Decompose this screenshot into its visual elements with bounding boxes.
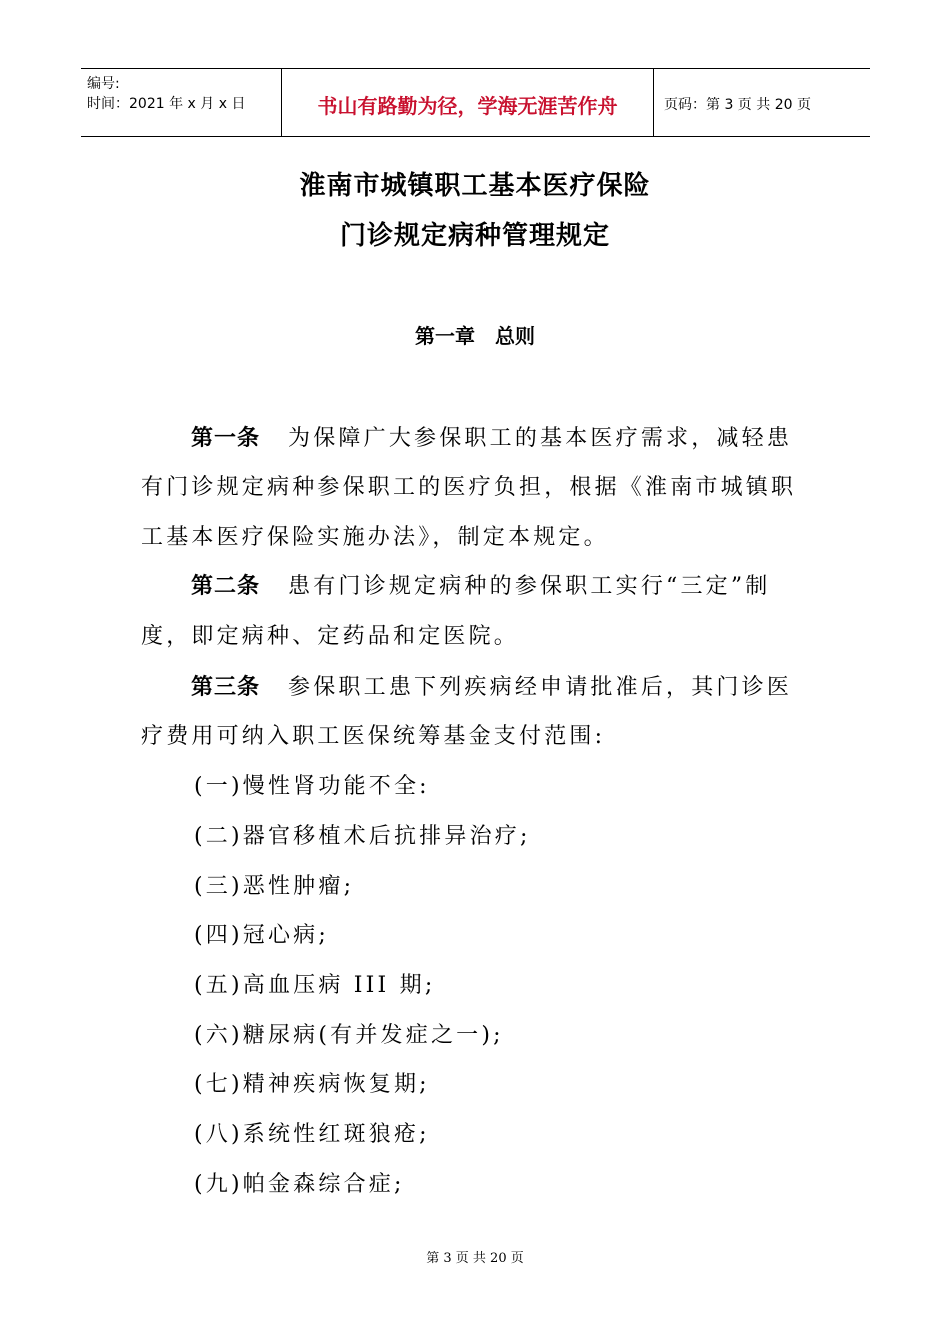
disease-item-5: (五)高血压病 III 期; <box>194 973 436 998</box>
article3-text1: 参保职工患下列疾病经申请批准后，其门诊医 <box>288 675 793 700</box>
article1-label: 第一条 <box>191 426 261 451</box>
header-page-info: 页码：第 3 页 共 20 页 <box>664 97 811 113</box>
disease-item-1: (一)慢性肾功能不全: <box>194 774 430 799</box>
article3-label: 第三条 <box>191 675 261 700</box>
article3-line2: 疗费用可纳入职工医保统筹基金支付范围: <box>141 724 606 749</box>
doc-title-line2: 门诊规定病种管理规定 <box>339 221 610 251</box>
article1-line2: 有门诊规定病种参保职工的医疗负担，根据《淮南市城镇职 <box>141 475 797 500</box>
disease-item-7: (七)精神疾病恢复期; <box>194 1072 430 1097</box>
article2-label: 第二条 <box>191 574 261 599</box>
disease-item-4: (四)冠心病; <box>194 923 329 948</box>
article1-text1: 为保障广大参保职工的基本医疗需求，减轻患 <box>288 426 793 451</box>
disease-item-8: (八)系统性红斑狼疮; <box>194 1122 430 1147</box>
doc-time-label: 时间：2021 年 x 月 x 日 <box>87 96 246 112</box>
article1-line3: 工基本医疗保险实施办法》，制定本规定。 <box>141 525 609 550</box>
article1-line1 <box>191 421 792 452</box>
disease-item-9: (九)帕金森综合症; <box>194 1172 405 1197</box>
article2-text1: 患有门诊规定病种的参保职工实行“三定”制 <box>288 574 771 599</box>
doc-number-label: 编号: <box>87 76 120 92</box>
doc-title-line1: 淮南市城镇职工基本医疗保险 <box>299 171 651 201</box>
header-slogan: 书山有路勤为径，学海无涯苦作舟 <box>281 69 654 136</box>
article3-line1 <box>191 670 792 701</box>
disease-item-3: (三)恶性肿瘤; <box>194 874 355 899</box>
header-meta <box>81 69 281 136</box>
disease-item-2: (二)器官移植术后抗排异治疗; <box>194 824 531 849</box>
page-footer: 第 3 页 共 20 页 <box>426 1251 524 1266</box>
page-header <box>81 68 870 137</box>
article2-line2: 度，即定病种、定药品和定医院。 <box>141 624 520 649</box>
disease-item-6: (六)糖尿病(有并发症之一); <box>194 1023 504 1048</box>
chapter-heading: 第一章 总则 <box>415 324 535 348</box>
article2-line1 <box>191 569 771 600</box>
